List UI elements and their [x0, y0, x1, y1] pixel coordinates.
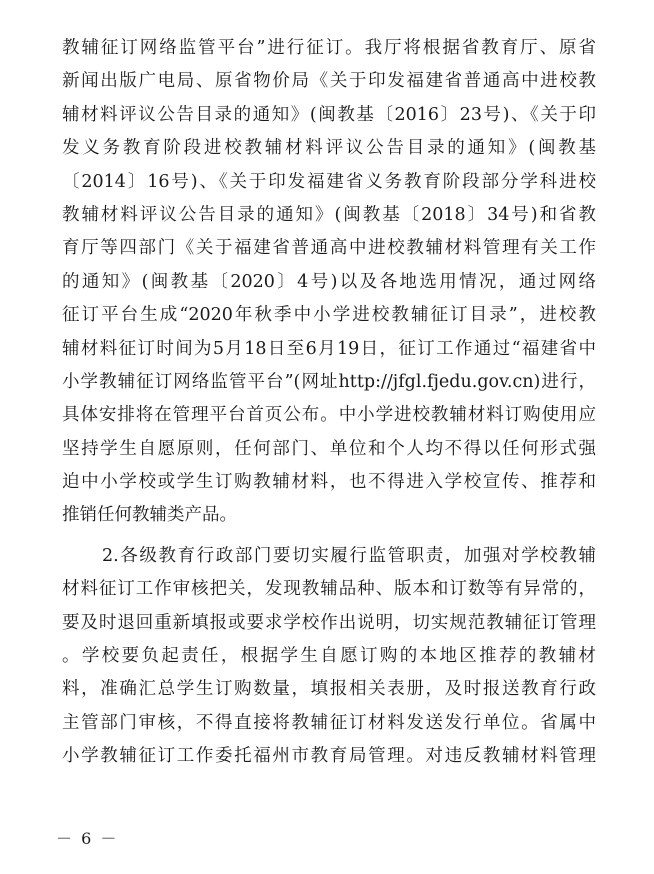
text-line: 辅材料征订时间为5月18日至6月19日，征订工作通过“福建省中 — [62, 338, 596, 359]
text-line: 〔2014〕16号)、《关于印发福建省义务教育阶段部分学科进校 — [62, 171, 596, 192]
text-line: 具体安排将在管理平台首页公布。中小学进校教辅材料订购使用应 — [62, 405, 596, 426]
text-line: 推销任何教辅类产品。 — [62, 505, 237, 526]
text-line: 小学教辅征订工作委托福州市教育局管理。对违反教辅材料管理 — [62, 746, 596, 767]
text-line: 的通知》(闽教基〔2020〕4号)以及各地选用情况，通过网络 — [62, 271, 596, 292]
text-line: 坚持学生自愿原则，任何部门、单位和个人均不得以任何形式强 — [62, 438, 596, 459]
text-line: 料，准确汇总学生订购数量，填报相关表册，及时报送教育行政 — [62, 679, 596, 700]
text-line: 。学校要负起责任，根据学生自愿订购的本地区推荐的教辅材 — [62, 646, 596, 667]
text-line: 主管部门审核，不得直接将教辅征订材料发送发行单位。省属中 — [62, 712, 596, 733]
text-line: 征订平台生成“2020年秋季中小学进校教辅征订目录”，进校教 — [62, 305, 596, 326]
text-line: 小学教辅征订网络监管平台”(网址http://jfgl.fjedu.gov.cn)进行， — [62, 371, 596, 392]
text-line: 新闻出版广电局、原省物价局《关于印发福建省普通高中进校教 — [62, 71, 596, 92]
text-line: 材料征订工作审核把关，发现教辅品种、版本和订数等有异常的， — [62, 579, 596, 600]
text-line: 育厅等四部门《关于福建省普通高中进校教辅材料管理有关工作 — [62, 238, 596, 259]
text-line: 2.各级教育行政部门要切实履行监管职责，加强对学校教辅 — [102, 545, 596, 566]
text-line: 要及时退回重新填报或要求学校作出说明，切实规范教辅征订管理 — [62, 612, 596, 633]
text-line: 发义务教育阶段进校教辅材料评议公告目录的通知》(闽教基 — [62, 138, 596, 159]
text-line: 教辅材料评议公告目录的通知》(闽教基〔2018〕34号)和省教 — [62, 204, 596, 225]
paragraph-1 — [62, 32, 596, 533]
page-number: － 6 － — [56, 829, 119, 848]
text-line: 辅材料评议公告目录的通知》(闽教基〔2016〕23号)、《关于印 — [62, 104, 596, 125]
text-line: 迫中小学校或学生订购教辅材料，也不得进入学校宣传、推荐和 — [62, 472, 596, 493]
document-body — [62, 32, 596, 774]
paragraph-2 — [62, 540, 596, 774]
text-line: 教辅征订网络监管平台”进行征订。我厅将根据省教育厅、原省 — [62, 38, 596, 58]
